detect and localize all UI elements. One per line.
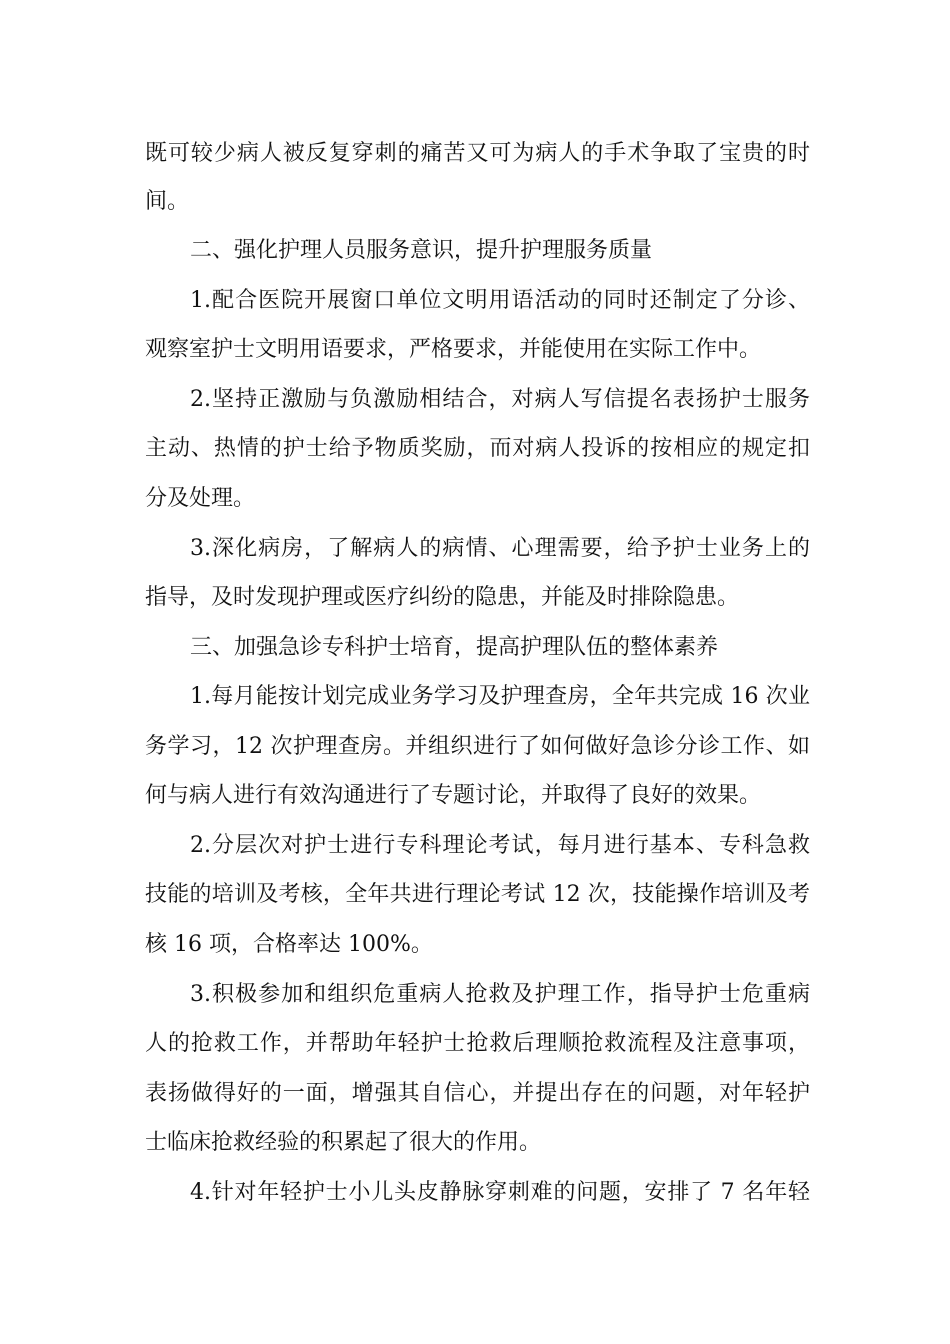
section-heading: 二、强化护理人员服务意识，提升护理服务质量 — [190, 238, 653, 263]
text-line: 2.分层次对护士进行专科理论考试，每月进行基本、专科急救 — [190, 833, 810, 858]
text-line: 观察室护士文明用语要求，严格要求，并能使用在实际工作中。 — [145, 337, 762, 362]
text-line: 3.积极参加和组织危重病人抢救及护理工作，指导护士危重病 — [190, 982, 810, 1007]
text-line: 主动、热情的护士给予物质奖励，而对病人投诉的按相应的规定扣 — [145, 436, 810, 461]
text-line: 分及处理。 — [145, 486, 256, 511]
text-line: 1.每月能按计划完成业务学习及护理查房，全年共完成 16 次业 — [190, 684, 810, 709]
text-line: 何与病人进行有效沟通进行了专题讨论，并取得了良好的效果。 — [145, 783, 762, 808]
section-heading: 三、加强急诊专科护士培育，提高护理队伍的整体素养 — [190, 635, 719, 660]
text-line: 既可较少病人被反复穿刺的痛苦又可为病人的手术争取了宝贵的时 — [145, 141, 810, 166]
text-line: 人的抢救工作，并帮助年轻护士抢救后理顺抢救流程及注意事项， — [145, 1031, 810, 1056]
text-line: 务学习，12 次护理查房。并组织进行了如何做好急诊分诊工作、如 — [145, 734, 810, 759]
text-line: 1.配合医院开展窗口单位文明用语活动的同时还制定了分诊、 — [190, 288, 810, 313]
text-line: 表扬做得好的一面，增强其自信心，并提出存在的问题，对年轻护 — [145, 1081, 810, 1106]
text-line: 士临床抢救经验的积累起了很大的作用。 — [145, 1130, 542, 1155]
text-line: 技能的培训及考核，全年共进行理论考试 12 次，技能操作培训及考 — [145, 882, 810, 907]
text-line: 核 16 项，合格率达 100%。 — [145, 932, 433, 957]
text-line: 3.深化病房，了解病人的病情、心理需要，给予护士业务上的 — [190, 536, 810, 561]
text-line: 2.坚持正激励与负激励相结合，对病人写信提名表扬护士服务 — [190, 387, 810, 412]
text-line: 指导，及时发现护理或医疗纠纷的隐患，并能及时排除隐患。 — [145, 585, 740, 610]
text-line: 间。 — [145, 189, 190, 214]
text-line: 4.针对年轻护士小儿头皮静脉穿刺难的问题，安排了 7 名年轻 — [190, 1180, 810, 1205]
